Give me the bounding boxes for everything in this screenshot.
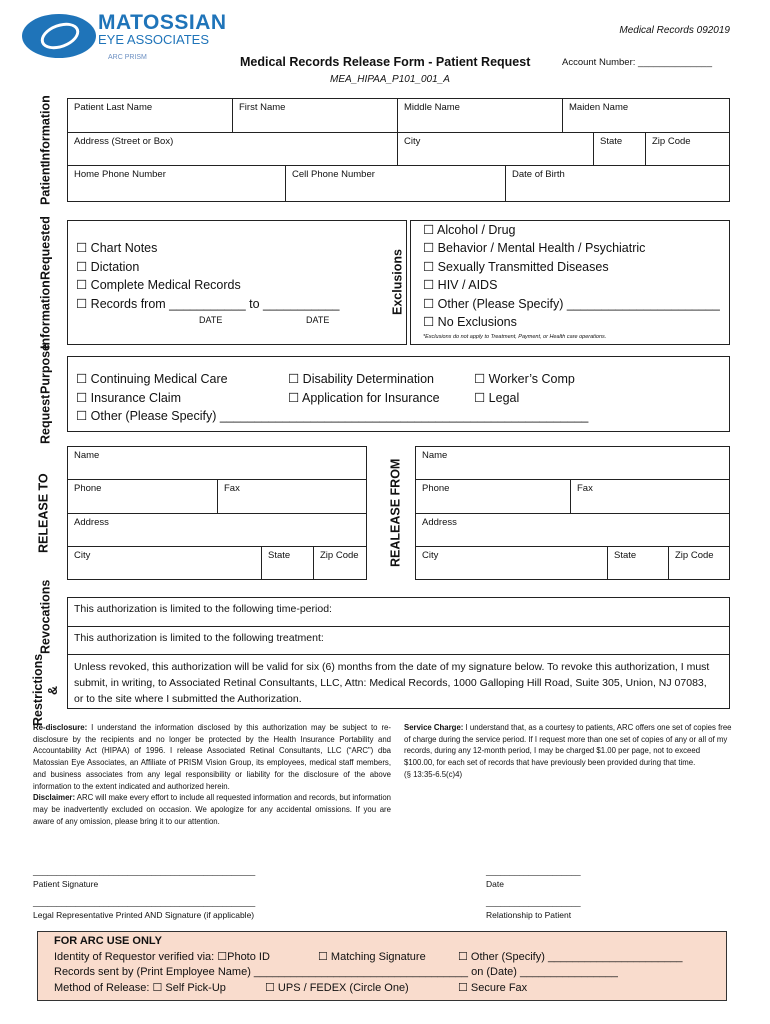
purpose-box [67,356,730,432]
checkbox-alcohol-drug[interactable]: ☐ Alcohol / Drug [423,223,516,237]
first-name-field[interactable]: First Name [233,99,398,133]
account-number[interactable]: Account Number: ______________ [562,57,713,68]
patient-signature-line[interactable]: _______________________________________________ [33,866,256,876]
section-info-requested: Information Requested [38,216,53,349]
checkbox-disability[interactable]: ☐ Disability Determination [288,372,434,386]
section-request-purpose: Request Purpose [38,344,53,444]
release-to-zip-field[interactable]: Zip Code [320,550,359,561]
checkbox-matching-signature[interactable]: ☐ Matching Signature [318,950,426,963]
dob-field[interactable]: Date of Birth [512,169,565,180]
section-restrictions: Restrictions & Revocations [31,579,60,727]
logo-subtitle: EYE ASSOCIATES [98,32,210,47]
relationship-label: Relationship to Patient [486,910,572,920]
release-from-address-field[interactable]: Address [416,514,729,547]
state-field[interactable]: State [594,133,646,166]
restrictions-box [67,597,730,709]
checkbox-records-from[interactable]: ☐ Records from ___________ to ___________ [76,297,340,311]
patient-signature-label: Patient Signature [33,879,99,889]
zip-field[interactable]: Zip Code [646,133,729,166]
cell-phone-field[interactable]: Cell Phone Number [286,166,506,201]
middle-name-field[interactable]: Middle Name [398,99,563,133]
section-release-to: RELEASE TO [36,473,51,553]
release-from-zip-field[interactable]: Zip Code [675,550,714,561]
time-period-field[interactable]: This authorization is limited to the following time-period: [68,598,729,627]
city-field[interactable]: City [398,133,594,166]
date-line[interactable]: ____________________ [486,866,581,876]
release-to-address-field[interactable]: Address [68,514,366,547]
service-charge-text: Service Charge: I understand that, as a courtesy to patients, ARC offers one set of copies free of charge during the service period. If I request more than one set of copies of any or all of my records, during any 12-month period, I may be charged $1.00 per page, not to exceed $100.00, for each set of records that have previously been provided during that time. (§ 13:35-6.5(c)4) [404,723,732,779]
rep-signature-line[interactable]: _______________________________________________ [33,897,256,907]
patient-last-name-field[interactable]: Patient Last Name [68,99,233,133]
section-patient-info: Patient Information [38,94,53,206]
checkbox-application-insurance[interactable]: ☐ Application for Insurance [288,391,440,405]
arc-use-only-box [37,931,727,1001]
release-to-name-field[interactable]: Name [68,447,366,480]
checkbox-other-purpose[interactable]: ☐ Other (Please Specify) _____________________________________________________ [76,409,589,423]
checkbox-no-exclusions[interactable]: ☐ No Exclusions [423,315,517,329]
treatment-field[interactable]: This authorization is limited to the following treatment: [68,627,729,655]
release-to-city-field[interactable]: City [68,547,262,579]
page-title: Medical Records Release Form - Patient Request [240,55,531,69]
release-from-fax-field[interactable]: Fax [571,480,729,514]
release-from-box [415,446,730,580]
section-release-from: REALEASE FROM [388,458,403,568]
rep-signature-label: Legal Representative Printed AND Signature (if applicable) [33,910,255,920]
release-from-city-field[interactable]: City [416,547,608,579]
relationship-line[interactable]: ____________________ [486,897,581,907]
checkbox-chart-notes[interactable]: ☐ Chart Notes [76,241,158,255]
revocation-text: Unless revoked, this authorization will be valid for six (6) months from the date of my signature below. To revoke this authorization, I must submit, in writing, to Associated Retinal Consultants, LLC, Attn: Medical Records, 1000 Galloping Hill Road, Suite 305, Union, NJ 07083, or to the site where I submitted the Authorization. [74,661,710,705]
release-from-state-field[interactable]: State [608,547,669,579]
logo-small: ARC PRISM [108,54,147,61]
checkbox-secure-fax[interactable]: ☐ Secure Fax [458,981,528,994]
exclusions-box [410,220,730,345]
release-to-state-field[interactable]: State [262,547,314,579]
checkbox-other-exclusion[interactable]: ☐ Other (Please Specify) ______________________ [423,297,720,311]
release-from-phone-field[interactable]: Phone [416,480,571,514]
checkbox-insurance-claim[interactable]: ☐ Insurance Claim [76,391,181,405]
release-to-box [67,446,367,580]
records-sent-by-line[interactable]: Records sent by (Print Employee Name) ___________________________________ on (Date) ________________ [54,966,618,978]
checkbox-ups-fedex[interactable]: ☐ UPS / FEDEX (Circle One) [265,981,409,994]
arc-use-title: FOR ARC USE ONLY [54,935,162,947]
release-to-fax-field[interactable]: Fax [218,480,366,514]
home-phone-field[interactable]: Home Phone Number [68,166,286,201]
checkbox-std[interactable]: ☐ Sexually Transmitted Diseases [423,260,609,274]
info-requested-box [67,220,407,345]
checkbox-legal[interactable]: ☐ Legal [474,391,520,405]
checkbox-complete-records[interactable]: ☐ Complete Medical Records [76,278,241,292]
doc-code: Medical Records 092019 [619,25,730,36]
address-field[interactable]: Address (Street or Box) [68,133,398,166]
logo-name: MATOSSIAN [98,11,227,34]
date-label-to: DATE [306,315,330,325]
requestor-verified-photo-id[interactable]: Identity of Requestor verified via: ☐Photo ID [54,950,270,963]
checkbox-dictation[interactable]: ☐ Dictation [76,260,140,274]
maiden-name-field[interactable]: Maiden Name [563,99,729,133]
checkbox-self-pickup[interactable]: Method of Release: ☐ Self Pick-Up [54,981,226,994]
release-from-name-field[interactable]: Name [416,447,729,480]
checkbox-workers-comp[interactable]: ☐ Worker’s Comp [474,372,575,386]
date-label-from: DATE [199,315,223,325]
release-to-phone-field[interactable]: Phone [68,480,218,514]
exclusions-note: *Exclusions do not apply to Treatment, Payment, or Health care operations. [423,334,607,340]
form-id: MEA_HIPAA_P101_001_A [330,74,450,85]
checkbox-hiv-aids[interactable]: ☐ HIV / AIDS [423,278,498,292]
patient-info-box [67,98,730,202]
section-exclusions: Exclusions [390,249,405,316]
date-label: Date [486,879,504,889]
checkbox-other-specify[interactable]: ☐ Other (Specify) ______________________ [458,950,683,963]
redisclosure-text: Re-disclosure: I understand the information disclosed by this authorization may be subject to re-disclosure by the recipients and no longer be protected by the Health Insurance Portability and Accountability Act (HIPAA) of 1996. I release Associated Retinal Consultants, LLC (“ARC”) dba Matossian Eye Associates, an Affiliate of PRISM Vision Group, its employees, medical staff members, and business associates from any legal responsibility or liability for the disclosure of the above information to the extent indicated and authorized herein. Disclaimer: ARC will make every effort to include all requested information and records, but information may be inadvertently excluded on occasion. We apologize for any accidental omissions. If you are aware of any omission, please bring it to our attention. [33,723,391,826]
checkbox-continuing-care[interactable]: ☐ Continuing Medical Care [76,372,228,386]
checkbox-mental-health[interactable]: ☐ Behavior / Mental Health / Psychiatric [423,241,646,255]
